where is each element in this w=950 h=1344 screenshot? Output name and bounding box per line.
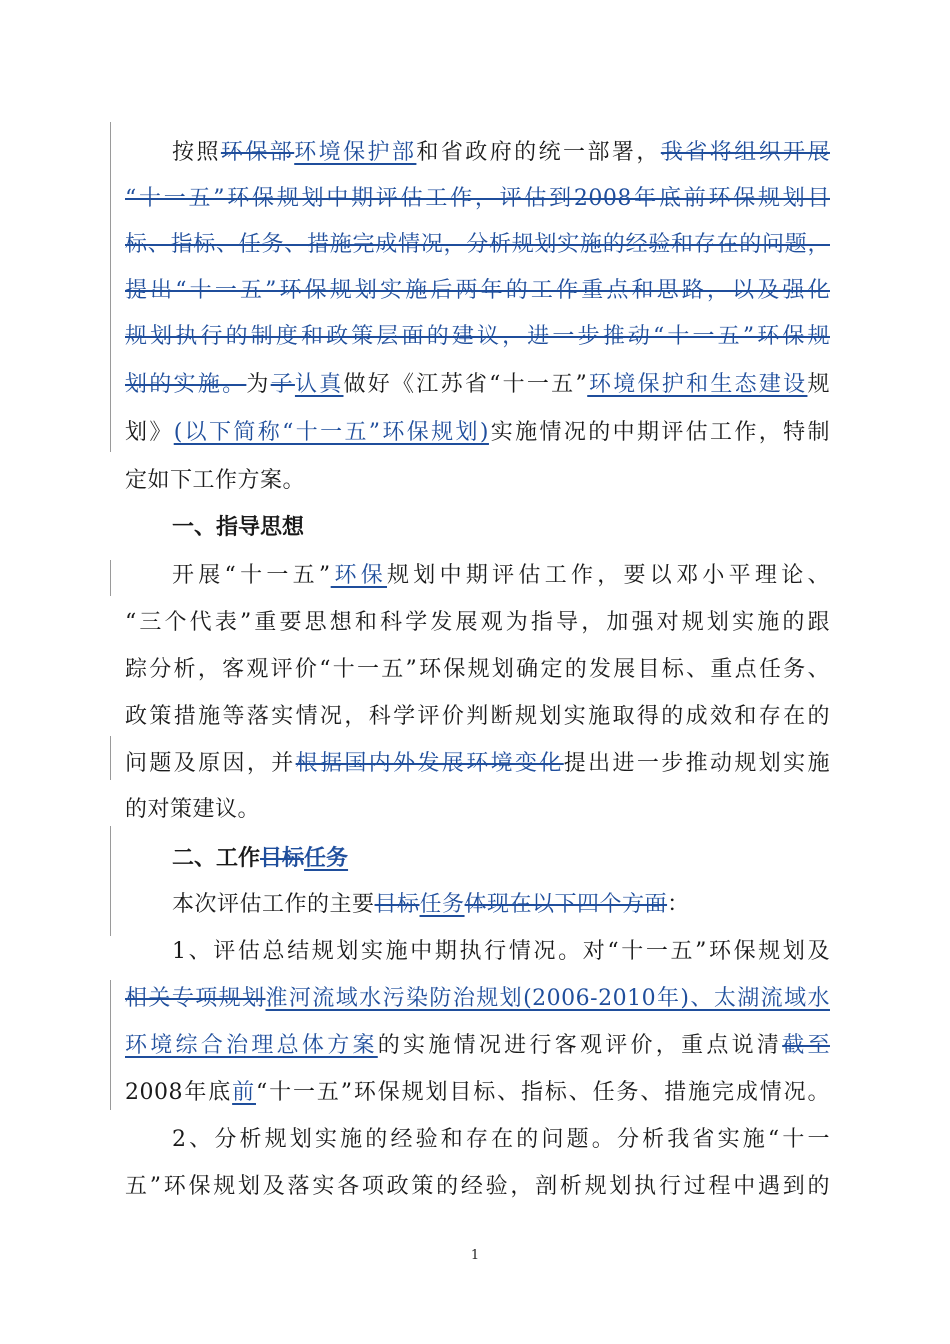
inserted-text: 前 (232, 1080, 256, 1105)
inserted-text: 淮河流域水污染防治规划(2006-2010年)、太湖流域水 (265, 986, 830, 1011)
deleted-text: 体现在以下四个方面 (464, 892, 668, 917)
change-bar (110, 736, 111, 780)
paragraph-line: 2008年底前“十一五”环保规划目标、指标、任务、措施完成情况。 (125, 1080, 830, 1105)
inserted-text: 环保 (330, 563, 388, 588)
inserted-text: 任务 (419, 892, 465, 917)
change-bar (110, 980, 111, 1110)
inserted-text: 任务 (304, 846, 349, 871)
paragraph-line: “三个代表”重要思想和科学发展观为指导，加强对规划实施的跟 (125, 610, 830, 635)
paragraph-line: 问题及原因，并根据国内外发展环境变化提出进一步推动规划实施 (125, 751, 830, 776)
change-bar (110, 826, 111, 936)
inserted-text: 环境综合治理总体方案 (125, 1033, 378, 1058)
deleted-line: 标、指标、任务、措施完成情况，分析规划实施的经验和存在的问题， (125, 232, 830, 257)
paragraph-line: 的对策建议。 (125, 797, 261, 822)
deleted-text: 划的实施。 (125, 372, 247, 397)
paragraph-line: 开展“十一五”环保规划中期评估工作，要以邓小平理论、 (172, 563, 830, 588)
paragraph-line: 环境综合治理总体方案的实施情况进行客观评价，重点说清截至 (125, 1033, 830, 1058)
inserted-text: (以下简称“十一五”环保规划) (173, 420, 489, 445)
paragraph-line: 划》(以下简称“十一五”环保规划)实施情况的中期评估工作，特制 (125, 420, 830, 445)
deleted-line: 规划执行的制度和政策层面的建议，进一步推动“十一五”环保规 (125, 324, 830, 349)
change-bar (110, 122, 111, 452)
paragraph-line: 定如下工作方案。 (125, 468, 306, 493)
paragraph-line: 本次评估工作的主要目标任务体现在以下四个方面： (172, 892, 690, 917)
inserted-text: 环境保护部 (294, 140, 417, 165)
paragraph-line: 踪分析，客观评价“十一五”环保规划确定的发展目标、重点任务、 (125, 657, 830, 682)
deleted-text: 根据国内外发展环境变化 (295, 751, 564, 776)
paragraph-line: 五”环保规划及落实各项政策的经验，剖析规划执行过程中遇到的 (125, 1174, 830, 1199)
deleted-text: 子 (270, 372, 295, 397)
deleted-line: “十一五”环保规划中期评估工作，评估到2008年底前环保规划目 (125, 186, 830, 211)
deleted-text: 环保部 (220, 140, 295, 165)
inserted-text: 环境保护和生态建设 (587, 372, 808, 397)
paragraph-line: 划的实施。为子认真做好《江苏省“十一五”环境保护和生态建设规 (125, 372, 830, 397)
deleted-text: 截至 (782, 1033, 830, 1058)
paragraph-line: 政策措施等落实情况，科学评价判断规划实施取得的成效和存在的 (125, 704, 830, 729)
section-heading: 一、指导思想 (172, 515, 305, 540)
deleted-text: 目标 (260, 846, 305, 871)
deleted-text: 相关专项规划 (125, 986, 266, 1011)
inserted-text: 认真 (294, 372, 344, 397)
page-number: 1 (470, 1248, 480, 1263)
paragraph-line: 按照环保部环境保护部和省政府的统一部署，我省将组织开展 (172, 140, 830, 165)
paragraph-line: 2、分析规划实施的经验和存在的问题。分析我省实施“十一 (172, 1127, 830, 1152)
deleted-line: 提出“十一五”环保规划实施后两年的工作重点和思路，以及强化 (125, 278, 830, 303)
deleted-text: 我省将组织开展 (660, 140, 830, 165)
deleted-text: 目标 (374, 892, 420, 917)
paragraph-line: 1、评估总结规划实施中期执行情况。对“十一五”环保规划及 (172, 939, 830, 964)
paragraph-line (125, 976, 830, 1022)
section-heading: 二、工作目标任务 (172, 846, 349, 871)
change-bar (110, 560, 111, 596)
